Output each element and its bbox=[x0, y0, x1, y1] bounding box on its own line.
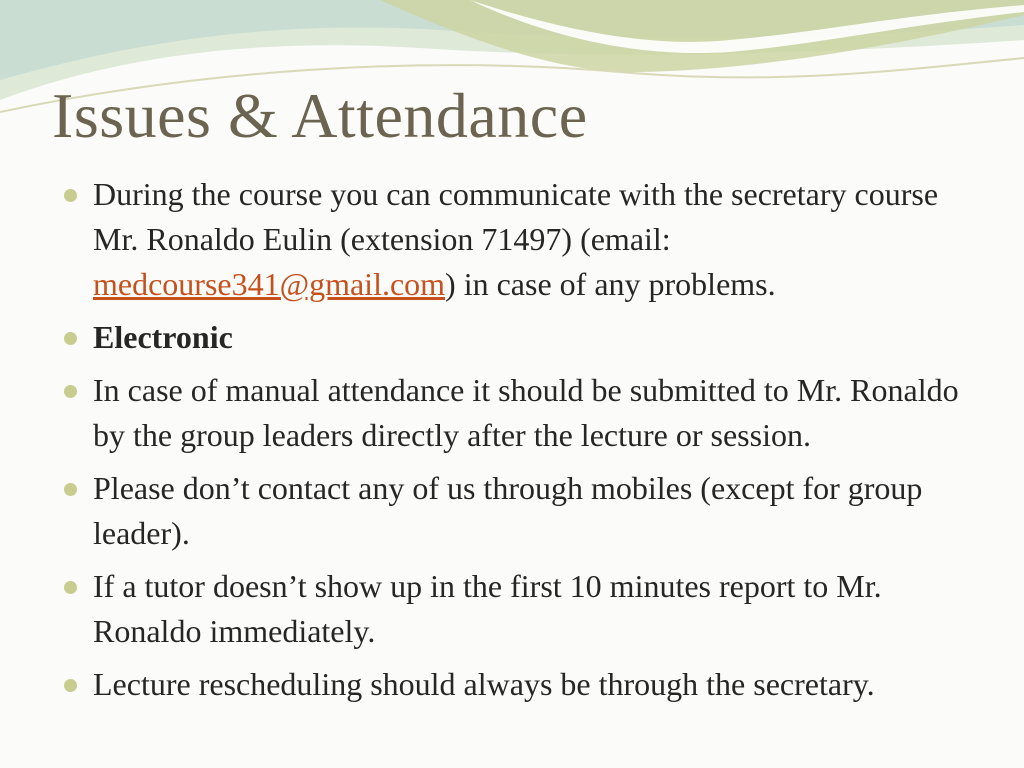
bullet-text: In case of manual attendance it should be submitted to Mr. Ronaldo by the group leaders directly after the lecture or session. bbox=[93, 372, 959, 453]
bullet-icon bbox=[64, 332, 77, 345]
bullet-list bbox=[58, 172, 978, 715]
bullet-icon bbox=[64, 189, 77, 202]
bullet-icon bbox=[64, 679, 77, 692]
email-link[interactable]: medcourse341@gmail.com bbox=[93, 266, 446, 302]
bullet-text: Electronic bbox=[93, 319, 233, 355]
bullet-text: During the course you can communicate with the secretary course Mr. Ronaldo Eulin (extension 71497) (email: bbox=[93, 176, 939, 257]
bullet-icon bbox=[64, 385, 77, 398]
page-title: Issues & Attendance bbox=[52, 80, 588, 151]
bullet-item-rescheduling bbox=[58, 662, 978, 707]
bullet-item-electronic bbox=[58, 315, 978, 360]
bullet-icon bbox=[64, 581, 77, 594]
bullet-item-manual-attendance bbox=[58, 368, 978, 458]
bullet-text: ) in case of any problems. bbox=[445, 266, 776, 302]
bullet-text: Please don’t contact any of us through mobiles (except for group leader). bbox=[93, 470, 923, 551]
bullet-item-mobiles bbox=[58, 466, 978, 556]
wave-olive bbox=[380, 0, 1024, 72]
bullet-text: If a tutor doesn’t show up in the first 10 minutes report to Mr. Ronaldo immediately. bbox=[93, 568, 882, 649]
bullet-item-tutor-absence bbox=[58, 564, 978, 654]
bullet-text: Lecture rescheduling should always be through the secretary. bbox=[93, 666, 875, 702]
bullet-icon bbox=[64, 483, 77, 496]
bullet-item-communication bbox=[58, 172, 978, 307]
